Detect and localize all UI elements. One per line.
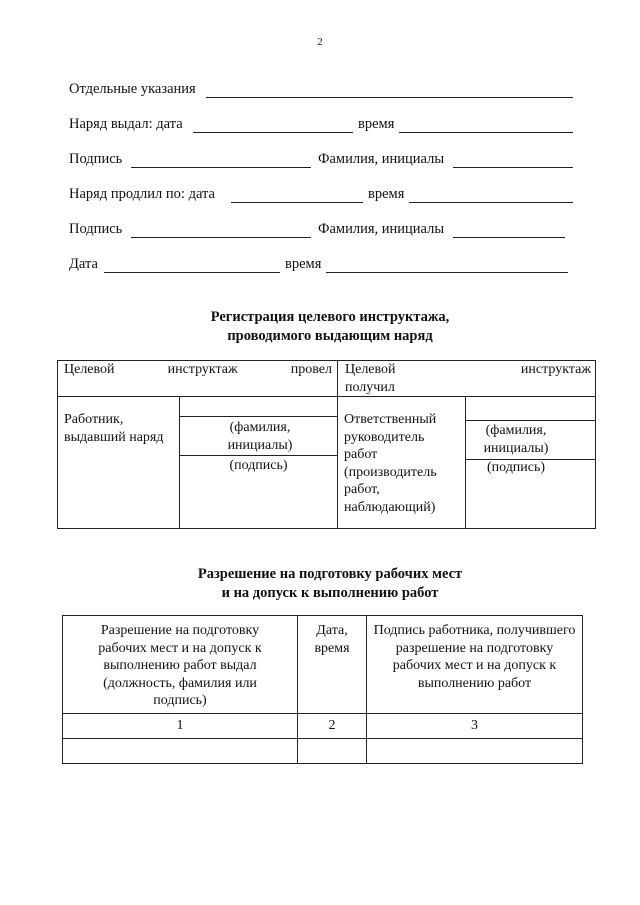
permission-col1-header: Разрешение на подготовку рабочих мест и на допуск к выполнению работ выдал (должность, фамилия или подпись) bbox=[98, 623, 262, 708]
responsible-label: Ответственный руководитель работ (производитель работ, наблюдающий) bbox=[344, 412, 437, 515]
permission-title-line1: Разрешение на подготовку рабочих мест bbox=[197, 566, 463, 582]
time-label: время bbox=[285, 256, 322, 272]
responsible-name-hint: (фамилия, инициалы) bbox=[483, 423, 549, 456]
special-instructions-row bbox=[69, 81, 579, 101]
time-field[interactable] bbox=[326, 272, 568, 273]
date-field[interactable] bbox=[104, 272, 280, 273]
permission-col3-header: Подпись работника, получившего разрешение на подготовку рабочих мест и на допуск к выполнению работ bbox=[373, 623, 576, 691]
permission-col3-number: 3 bbox=[471, 718, 478, 733]
issuer-signature-cell[interactable] bbox=[181, 475, 336, 527]
extender-signature-label: Подпись bbox=[69, 221, 123, 237]
issuer-signature-row bbox=[69, 151, 579, 171]
received-header bbox=[345, 361, 591, 396]
issuer-label: Работник, выдавший наряд bbox=[64, 412, 164, 445]
permission-issuer-cell[interactable] bbox=[64, 740, 296, 762]
extender-signature-field[interactable] bbox=[131, 237, 311, 238]
issuer-name-hint: (фамилия, инициалы) bbox=[227, 420, 293, 453]
special-instructions-label: Отдельные указания bbox=[69, 81, 196, 97]
received-header-line2: получил bbox=[345, 379, 395, 395]
briefing-title-line2: проводимого выдающим наряд bbox=[227, 328, 433, 344]
issued-row bbox=[69, 116, 579, 136]
issued-date-field[interactable] bbox=[193, 132, 353, 133]
responsible-name-cell[interactable] bbox=[467, 424, 594, 456]
special-instructions-field[interactable] bbox=[206, 97, 573, 98]
issuer-signature-field[interactable] bbox=[131, 167, 311, 168]
permission-title-line2: и на допуск к выполнению работ bbox=[221, 585, 439, 601]
permission-datetime-cell[interactable] bbox=[299, 740, 365, 762]
issued-time-label: время bbox=[358, 116, 395, 132]
permission-receiver-cell[interactable] bbox=[368, 740, 581, 762]
received-header-line1: Целевой инструктаж bbox=[345, 362, 591, 377]
issuer-signature-hint: (подпись) bbox=[229, 458, 288, 473]
extender-signature-row bbox=[69, 221, 579, 241]
issued-time-field[interactable] bbox=[399, 132, 573, 133]
permission-col2-header: Дата, время bbox=[314, 623, 350, 656]
extended-date-label: Наряд продлил по: дата bbox=[69, 186, 215, 202]
responsible-signature-cell[interactable] bbox=[467, 478, 594, 526]
briefing-title bbox=[0, 308, 640, 346]
date-label: Дата bbox=[69, 256, 98, 272]
permission-col2-number: 2 bbox=[328, 718, 336, 733]
permission-title bbox=[0, 565, 640, 603]
permission-col1-number: 1 bbox=[176, 718, 184, 733]
responsible-signature-hint: (подпись) bbox=[486, 460, 546, 475]
page-number: 2 bbox=[317, 36, 323, 48]
issuer-name-label: Фамилия, инициалы bbox=[318, 151, 445, 167]
date-time-row bbox=[69, 256, 579, 276]
extended-time-field[interactable] bbox=[409, 202, 573, 203]
extended-time-label: время bbox=[368, 186, 405, 202]
conducted-header: Целевой инструктаж провел bbox=[64, 362, 332, 377]
issued-date-label: Наряд выдал: дата bbox=[69, 116, 183, 132]
extender-name-field[interactable] bbox=[453, 237, 565, 238]
issuer-name-field[interactable] bbox=[453, 167, 573, 168]
issuer-signature-label: Подпись bbox=[69, 151, 123, 167]
issuer-name-cell[interactable] bbox=[181, 420, 336, 452]
extender-name-label: Фамилия, инициалы bbox=[318, 221, 445, 237]
extended-date-field[interactable] bbox=[231, 202, 363, 203]
briefing-title-line1: Регистрация целевого инструктажа, bbox=[210, 309, 450, 325]
extended-row bbox=[69, 186, 579, 206]
